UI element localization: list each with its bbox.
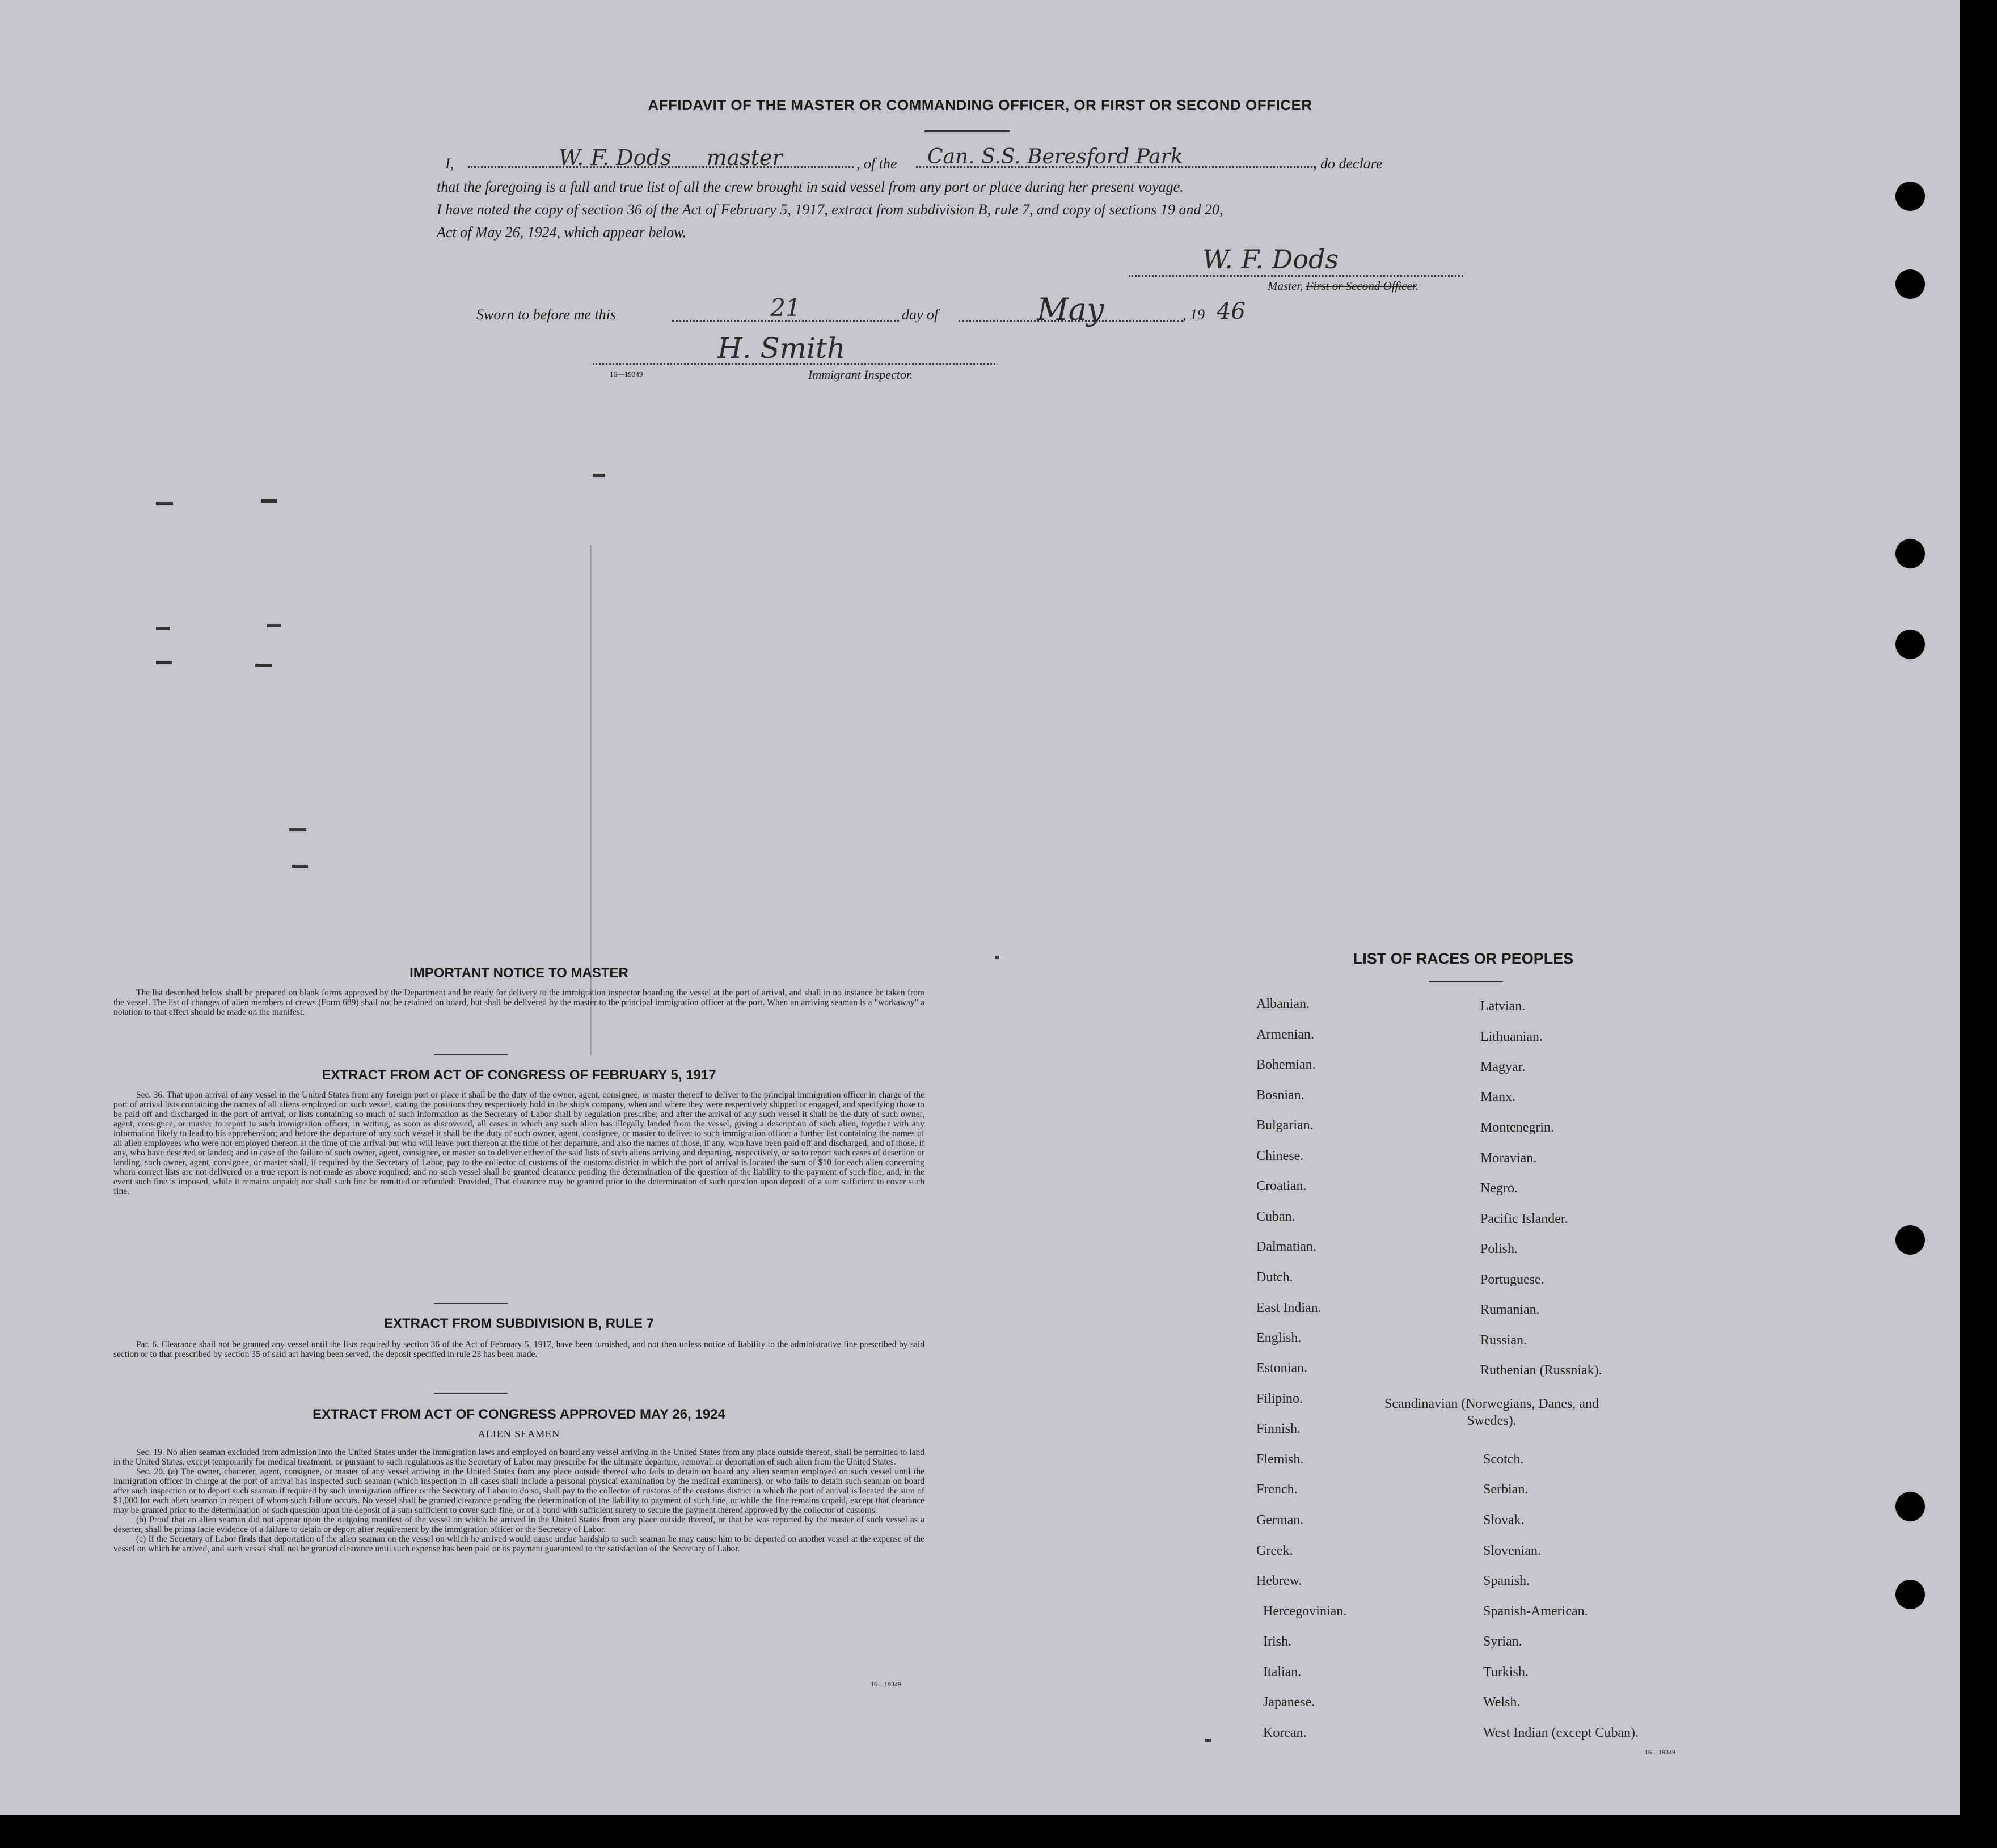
race-item: West Indian (except Cuban). xyxy=(1483,1725,1639,1740)
divider xyxy=(1429,981,1503,982)
race-item: Irish. xyxy=(1263,1634,1291,1649)
race-item: Scotch. xyxy=(1483,1452,1524,1467)
race-item: Russian. xyxy=(1480,1333,1527,1348)
of-the-label: , of the xyxy=(856,155,897,172)
sec-20a-text: Sec. 20. (a) The owner, charterer, agent, consignee, or master of any vessel arriving in the United States from any place outside thereof who fails to detain on board any alien seaman employed on such vessel until the immigration officer in charge at the port of arrival has inspected such seaman (which inspection in all cases shall include a personal physical examination by the medical examiners), or who fails to detain such seaman on board after such inspection or to deport such seaman if required by such immigration officer or the Secretary of Labor to do so, shall pay to the collector of customs of the customs district in which the port of arrival is located the sum of $1,000 for each alien seaman in respect of whom such failure occurs. No vessel shall be granted clearance pending the determination of the liability to payment of such fine, or while the fine remains unpaid, except that clearance may be granted prior to the determination of such question upon the deposit of a sum sufficient to cover such fine, or of a bond with sufficient surety to secure the payment thereof approved by the collector of customs. xyxy=(113,1467,924,1515)
punch-hole xyxy=(1895,1492,1925,1521)
day-field xyxy=(672,294,899,322)
race-item: Pacific Islander. xyxy=(1480,1212,1568,1226)
race-item: Montenegrin. xyxy=(1480,1120,1554,1135)
race-item: Latvian. xyxy=(1480,999,1526,1014)
race-item: Korean. xyxy=(1263,1725,1307,1740)
race-item: English. xyxy=(1256,1331,1302,1345)
race-item: German. xyxy=(1256,1513,1304,1528)
race-item: Polish. xyxy=(1480,1242,1518,1256)
ink-speck xyxy=(289,828,306,831)
race-item: Hebrew. xyxy=(1256,1573,1302,1588)
race-item: Cuban. xyxy=(1256,1209,1295,1224)
race-item: Scandinavian (Norwegians, Danes, and Swedes). xyxy=(1384,1396,1599,1428)
sworn-line xyxy=(476,292,1270,335)
ink-speck xyxy=(267,624,281,627)
divider xyxy=(924,130,1010,132)
races-title: LIST OF RACES OR PEOPLES xyxy=(1353,950,1574,967)
punch-hole xyxy=(1895,269,1925,299)
race-item: Turkish. xyxy=(1483,1665,1529,1680)
day-of-label: day of xyxy=(902,306,939,323)
do-declare-label: , do declare xyxy=(1313,155,1383,172)
ink-speck xyxy=(156,627,170,630)
race-item: Welsh. xyxy=(1483,1695,1521,1710)
affidavit-title: AFFIDAVIT OF THE MASTER OR COMMANDING OFFICER, OR FIRST OR SECOND OFFICER xyxy=(648,96,1312,113)
sec-20c-text: (c) If the Secretary of Labor finds that deportation of the alien seaman on the vessel on which he arrived would cause undue hardship to such seaman he may cause him to be deported on another vessel at the expense of the vessel on which he arrived, and such vessel shall not be granted clearance until such expense has been paid or its payment guaranteed to the satisfaction of the Secretary of Labor. xyxy=(113,1534,924,1554)
divider xyxy=(434,1054,508,1055)
race-item: Serbian. xyxy=(1483,1482,1529,1497)
divider xyxy=(434,1393,508,1394)
ink-speck xyxy=(995,956,999,959)
ink-speck xyxy=(292,865,308,868)
ink-speck xyxy=(1205,1739,1211,1742)
inspector-signature-line xyxy=(593,346,995,365)
notice-title: IMPORTANT NOTICE TO MASTER xyxy=(409,965,628,981)
ink-speck xyxy=(261,499,277,503)
race-item: Finnish. xyxy=(1256,1421,1301,1436)
punch-hole xyxy=(1895,1225,1925,1255)
month-field xyxy=(959,292,1183,327)
affidavit-line-2: that the foregoing is a full and true list of all the crew brought in said vessel from any port or place during her present voyage. xyxy=(437,179,1184,195)
divider xyxy=(434,1303,508,1304)
race-item: Portuguese. xyxy=(1480,1272,1544,1287)
master-name-field xyxy=(468,145,854,168)
signature-caption: Master, First or Second Officer. xyxy=(1268,279,1418,293)
subdivision-b-title: EXTRACT FROM SUBDIVISION B, RULE 7 xyxy=(383,1316,655,1331)
race-item: Manx. xyxy=(1480,1090,1515,1104)
race-item: Armenian. xyxy=(1256,1027,1314,1042)
race-item: French. xyxy=(1256,1482,1298,1497)
race-item: Spanish. xyxy=(1483,1573,1530,1588)
races-form-number: 16—19349 xyxy=(1645,1748,1675,1756)
race-item: Dalmatian. xyxy=(1256,1239,1316,1254)
inspector-signature: H. Smith xyxy=(717,332,846,365)
punch-hole xyxy=(1895,630,1925,659)
subdivision-b-text: Par. 6. Clearance shall not be granted any vessel until the lists required by section 36 of the Act of February 5, 1917, have been furnished, and not then unless notice of liability to the administrative fine prescribed by said section or to that prescribed by section 35 of said act having been served, the deposit specified in rule 23 has been made. xyxy=(113,1340,924,1359)
master-name: W. F. Dods xyxy=(559,145,672,170)
race-item: Japanese. xyxy=(1263,1695,1315,1710)
ink-speck xyxy=(156,502,173,505)
race-item: Rumanian. xyxy=(1480,1302,1540,1317)
year-written: 46 xyxy=(1217,298,1246,324)
race-item: Flemish. xyxy=(1256,1452,1304,1467)
day-value: 21 xyxy=(770,294,801,322)
race-item: Negro. xyxy=(1480,1181,1518,1196)
extract-1917-text: Sec. 36. That upon arrival of any vessel in the United States from any foreign port or place it shall be the duty of the owner, agent, consignee, or master thereof to deliver to the principal immigration officer in charge of the port of arrival lists containing the names of all aliens employed on such vessel, stating the positions they respectively hold in the ship's company, when and where they were respectively shipped or engaged, and specifying those to be paid off and discharged in the port of arrival; or lists containing so much of such information as the Secretary of Labor shall by regulation prescribe; and after the arrival of any such vessel it shall be the duty of such owner, agent, consignee, or master to report to such immigration officer, in writing, as soon as discovered, all cases in which any such alien has illegally landed from the vessel, giving a description of such alien, together with any information likely to lead to his apprehension; and before the departure of any such vessel it shall be the duty of such owner, agent, consignee, or master to deliver to such immigration officer a further list containing the names of all alien employees who were not employed thereon at the time of the arrival but who will leave port thereon at the time of her departure, and also the names of those, if any, who have been paid off and discharged, and of those, if any, who have deserted or landed; and in case of the failure of such owner, agent, consignee, or master so to deliver either of the said lists of such aliens arriving and departing, respectively, or so to report such cases of desertion or landing, such owner, agent, consignee, or master shall, if required by the Secretary of Labor, pay to the collector of customs of the customs district in which the port of arrival is located the sum of $10 for each alien concerning whom correct lists are not delivered or a true report is not made as above required; and no such vessel shall be granted clearance pending the determination of the question of the liability to the payment of such fine, and, in the event such fine is imposed, while it remains unpaid; nor shall such fine be remitted or refunded: Provided, That clearance may be granted prior to the determination of such question upon deposit of a sum sufficient to cover such fine. xyxy=(113,1090,924,1196)
race-item: Slovak. xyxy=(1483,1513,1525,1528)
inspector-caption: Immigrant Inspector. xyxy=(808,368,913,382)
punch-hole xyxy=(1895,539,1925,568)
race-item: Lithuanian. xyxy=(1480,1030,1543,1044)
race-item: East Indian. xyxy=(1256,1301,1322,1315)
race-item: Moravian. xyxy=(1480,1151,1537,1166)
race-item: Slovenian. xyxy=(1483,1543,1541,1558)
race-item: Hercegovinian. xyxy=(1263,1604,1347,1619)
sec-19-text: Sec. 19. No alien seaman excluded from admission into the United States under the immigration laws and employed on board any vessel arriving in the United States from any place outside thereof, shall be permitted to land in the United States, except temporarily for medical treatment, or pursuant to such regulations as the Secretary of Labor may prescribe for the ultimate departure, removal, or deportation of such alien from the United States. xyxy=(113,1448,924,1467)
caption-master: Master, xyxy=(1268,279,1303,293)
race-item: Bosnian. xyxy=(1256,1088,1304,1103)
extract-1917-title: EXTRACT FROM ACT OF CONGRESS OF FEBRUARY 5, 1917 xyxy=(322,1068,716,1083)
year-printed: , 19 xyxy=(1183,306,1205,323)
ink-speck xyxy=(593,474,605,477)
race-item: Estonian. xyxy=(1256,1361,1307,1376)
race-item: Croatian. xyxy=(1256,1179,1307,1193)
race-item: Dutch. xyxy=(1256,1270,1293,1285)
vessel-name: Can. S.S. Beresford Park xyxy=(927,145,1183,168)
sworn-prefix: Sworn to before me this xyxy=(476,306,617,323)
extract-1924-subtitle: ALIEN SEAMEN xyxy=(478,1428,560,1440)
affidavit-line-3: I have noted the copy of section 36 of the Act of February 5, 1917, extract from subdivision B, rule 7, and copy of sections 19 and 20, xyxy=(437,201,1223,218)
master-title: master xyxy=(706,145,783,170)
sec-20b-text: (b) Proof that an alien seaman did not appear upon the outgoing manifest of the vessel on which he arrived in the United States from any place outside thereof, or that he was reported by the master of such vessel as a deserter, shall be prima facie evidence of a failure to detain or deport after requirement by the immigration officer or the Secretary of Labor. xyxy=(113,1515,924,1534)
affidavit-line-4: Act of May 26, 1924, which appear below. xyxy=(437,224,687,241)
extract-1924-title: EXTRACT FROM ACT OF CONGRESS APPROVED MAY 26, 1924 xyxy=(313,1407,725,1422)
race-item: Syrian. xyxy=(1483,1634,1522,1649)
inspector-form-number: 16—19349 xyxy=(610,370,643,378)
ink-speck xyxy=(255,664,272,667)
punch-hole xyxy=(1895,1580,1925,1609)
race-item: Ruthenian (Russniak). xyxy=(1480,1363,1602,1378)
race-item: Chinese. xyxy=(1256,1149,1304,1163)
month-value: May xyxy=(1037,292,1104,327)
caption-struck-officer: First or Second Officer xyxy=(1306,279,1416,293)
extract-form-number: 16—19349 xyxy=(871,1680,901,1688)
affidavit-line-1 xyxy=(445,145,1523,176)
ink-speck xyxy=(156,661,172,664)
race-item: Albanian. xyxy=(1256,997,1310,1011)
race-item: Spanish-American. xyxy=(1483,1604,1588,1619)
race-item: Bohemian. xyxy=(1256,1057,1316,1072)
affidavit-i: I, xyxy=(445,155,454,172)
punch-hole xyxy=(1895,182,1925,211)
race-item: Filipino. xyxy=(1256,1391,1303,1406)
race-item: Greek. xyxy=(1256,1543,1293,1558)
extract-1924-body xyxy=(113,1448,924,1554)
notice-text: The list described below shall be prepared on blank forms approved by the Department and be ready for delivery to the immigration inspector boarding the vessel at the port of arrival, and shall in no instance be taken from the vessel. The list of changes of alien members of crews (Form 689) shall not be retained on board, but shall be delivered by the master to the principal immigration officer at the port. When an arriving seaman is a "workaway" a notation to that effect should be made on the manifest. xyxy=(113,988,924,1017)
race-item: Italian. xyxy=(1263,1665,1302,1680)
master-signature: W. F. Dods xyxy=(1202,244,1339,275)
race-item: Bulgarian. xyxy=(1256,1118,1314,1133)
vessel-field xyxy=(916,145,1316,168)
race-item: Magyar. xyxy=(1480,1060,1526,1074)
